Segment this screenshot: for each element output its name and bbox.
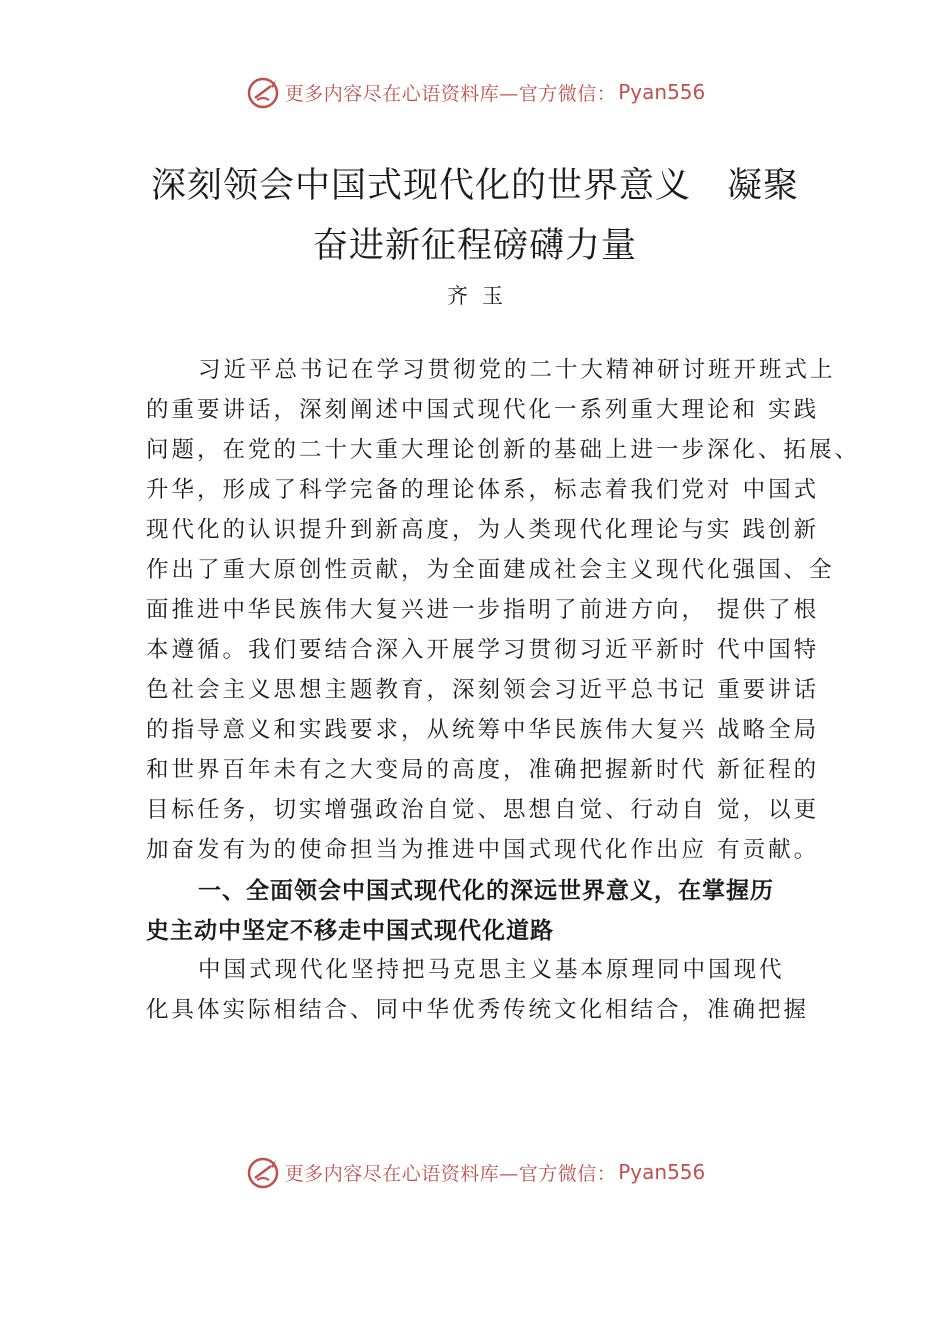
paragraph-line: 加奋发有为的使命担当为推进中国式现代化作出应 有贡献。: [146, 837, 820, 863]
article-title-line-2: 奋进新征程磅礴力量: [312, 226, 637, 266]
paragraph-line: 面推进中华民族伟大复兴进一步指明了前进方向， 提供了根: [146, 597, 820, 623]
paragraph-line: 中国式现代化坚持把马克思主义基本原理同中国现代: [198, 957, 785, 983]
paragraph-line: 本遵循。我们要结合深入开展学习贯彻习近平新时 代中国特: [146, 637, 820, 663]
paragraph-line: 色社会主义思想主题教育，深刻领会习近平总书记 重要讲话: [146, 677, 820, 703]
paragraph-line: 问题，在党的二十大重大理论创新的基础上进一步深化、拓展、: [146, 437, 861, 463]
paragraph-line: 目标任务，切实增强政治自觉、思想自觉、行动自 觉，以更: [146, 797, 820, 823]
section-heading-line-1: 一、全面领会中国式现代化的深远世界意义，在掌握历: [198, 878, 774, 904]
watermark-wechat-id: Pyan556: [618, 80, 706, 104]
watermark-wechat-id: Pyan556: [618, 1160, 706, 1184]
paragraph-line: 和世界百年未有之大变局的高度，准确把握新时代 新征程的: [146, 757, 820, 783]
article-title-line-1: 深刻领会中国式现代化的世界意义 凝聚: [150, 166, 799, 206]
watermark-text: 更多内容尽在心语资料库—官方微信：: [284, 1162, 617, 1185]
paragraph-line: 的指导意义和实践要求，从统筹中华民族伟大复兴 战略全局: [146, 717, 820, 743]
paragraph-line: 作出了重大原创性贡献，为全面建成社会主义现代化强国、全: [146, 557, 835, 583]
section-heading-line-2: 史主动中坚定不移走中国式现代化道路: [146, 918, 554, 944]
article-author: 齐玉: [447, 284, 517, 308]
paragraph-line: 的重要讲话，深刻阐述中国式现代化一系列重大理论和 实践: [146, 397, 820, 423]
paragraph-line: 升华，形成了科学完备的理论体系，标志着我们党对 中国式: [146, 477, 820, 503]
book-quill-logo-icon: [245, 1154, 281, 1190]
book-quill-logo-icon: [245, 74, 281, 110]
watermark-text: 更多内容尽在心语资料库—官方微信：: [284, 82, 617, 105]
paragraph-line: 习近平总书记在学习贯彻党的二十大精神研讨班开班式上: [198, 357, 836, 383]
paragraph-line: 现代化的认识提升到新高度，为人类现代化理论与实 践创新: [146, 517, 820, 543]
paragraph-line: 化具体实际相结合、同中华优秀传统文化相结合，准确把握: [146, 997, 810, 1023]
watermark-banner-bottom: [0, 1150, 950, 1194]
watermark-banner-top: [0, 70, 950, 114]
